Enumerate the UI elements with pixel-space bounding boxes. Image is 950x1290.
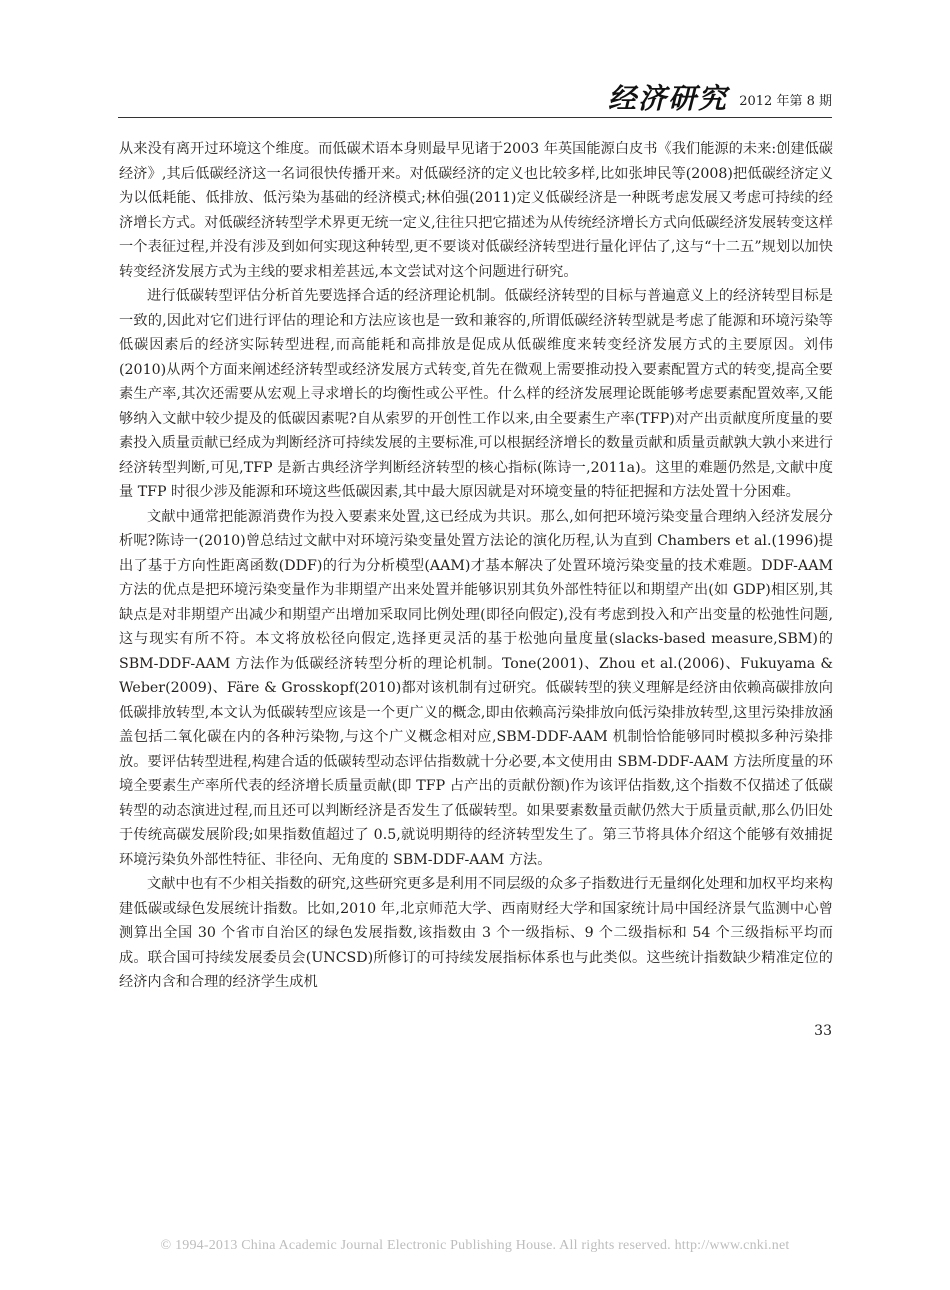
paragraph-4: 文献中也有不少相关指数的研究,这些研究更多是利用不同层级的众多子指数进行无量纲化处理和加权平均来构建低碳或绿色发展统计指数。比如,2010 年,北京师范大学、西南财经大学和国家统计局中国经济景气监测中心曾测算出全国 30 个省市自治区的绿色发展指数,该指数由 3 个一级指标、9 个二级指标和 54 个三级指标平均而成。联合国可持续发展委员会(UNCSD)所修订的可持续发展指标体系也与此类似。这些统计指数缺少精准定位的经济内含和合理的经济学生成机 — [119, 876, 833, 990]
journal-name: 经济研究 — [607, 82, 728, 115]
paragraph-1: 从来没有离开过环境这个维度。而低碳术语本身则最早见诸于2003 年英国能源白皮书《我们能源的未来:创建低碳经济》,其后低碳经济这一名词很快传播开来。对低碳经济的定义也比较多样,比如张坤民等(2008)把低碳经济定义为以低耗能、低排放、低污染为基础的经济模式;林伯强(2011)定义低碳经济是一种既考虑发展又考虑可持续的经济增长方式。对低碳经济转型学术界更无统一定义,往往只把它描述为从传统经济增长方式向低碳经济发展转变这样一个表征过程,并没有涉及到如何实现这种转型,更不要谈对低碳经济转型进行量化评估了,这与“十二五”规划以加快转变经济发展方式为主线的要求相差甚远,本文尝试对这个问题进行研究。 — [119, 141, 833, 280]
page-number: 33 — [814, 1023, 832, 1039]
copyright-footer: © 1994-2013 China Academic Journal Electronic Publishing House. All rights reserved. http://www.cnki.net — [160, 1238, 790, 1253]
header-rule — [118, 117, 832, 118]
paragraph-2: 进行低碳转型评估分析首先要选择合适的经济理论机制。低碳经济转型的目标与普遍意义上的经济转型目标是一致的,因此对它们进行评估的理论和方法应该也是一致和兼容的,所谓低碳经济转型就是考虑了能源和环境污染等低碳因素后的经济实际转型进程,而高能耗和高排放是促成从低碳维度来转变经济发展方式的主要原因。刘伟(2010)从两个方面来阐述经济转型或经济发展方式转变,首先在微观上需要推动投入要素配置方式的转变,提高全要素生产率,其次还需要从宏观上寻求增长的均衡性或公平性。什么样的经济发展理论既能够考虑要素配置效率,又能够纳入文献中较少提及的低碳因素呢?自从索罗的开创性工作以来,由全要素生产率(TFP)对产出贡献度所度量的要素投入质量贡献已经成为判断经济可持续发展的主要标准,可以根据经济增长的数量贡献和质量贡献孰大孰小来进行经济转型判断,可见,TFP 是新古典经济学判断经济转型的核心指标(陈诗一,2011a)。这里的难题仍然是,文献中度量 TFP 时很少涉及能源和环境这些低碳因素,其中最大原因就是对环境变量的特征把握和方法处置十分困难。 — [119, 288, 833, 500]
running-header — [118, 82, 832, 116]
paragraph-3: 文献中通常把能源消费作为投入要素来处置,这已经成为共识。那么,如何把环境污染变量合理纳入经济发展分析呢?陈诗一(2010)曾总结过文献中对环境污染变量处置方法论的演化历程,认为直到 Chambers et al.(1996)提出了基于方向性距离函数(DDF)的行为分析模型(AAM)才基本解决了处置环境污染变量的技术难题。DDF-AAM 方法的优点是把环境污染变量作为非期望产出来处置并能够识别其负外部性特征以和期望产出(如 GDP)相区别,其缺点是对非期望产出减少和期望产出增加采取同比例处理(即径向假定),没有考虑到投入和产出变量的松弛性问题,这与现实有所不符。本文将放松径向假定,选择更灵活的基于松弛向量度量(slacks-based measure,SBM)的 SBM-DDF-AAM 方法作为低碳经济转型分析的理论机制。Tone(2001)、Zhou et al.(2006)、Fukuyama & Weber(2009)、Färe & Grosskopf(2010)都对该机制有过研究。低碳转型的狭义理解是经济由依赖高碳排放向低碳排放转型,本文认为低碳转型应该是一个更广义的概念,即由依赖高污染排放向低污染排放转型,这里污染排放涵盖包括二氧化碳在内的各种污染物,与这个广义概念相对应,SBM-DDF-AAM 机制恰恰能够同时模拟多种污染排放。要评估转型进程,构建合适的低碳转型动态评估指数就十分必要,本文使用由 SBM-DDF-AAM 方法所度量的环境全要素生产率所代表的经济增长质量贡献(即 TFP 占产出的贡献份额)作为该评估指数,这个指数不仅描述了低碳转型的动态演进过程,而且还可以判断经济是否发生了低碳转型。如果要素数量贡献仍然大于质量贡献,那么仍旧处于传统高碳发展阶段;如果指数值超过了 0.5,就说明期待的经济转型发生了。第三节将具体介绍这个能够有效捕捉环境污染负外部性特征、非径向、无角度的 SBM-DDF-AAM 方法。 — [119, 508, 833, 868]
issue-label: 2012 年第 8 期 — [739, 94, 832, 109]
body-text — [119, 137, 833, 995]
